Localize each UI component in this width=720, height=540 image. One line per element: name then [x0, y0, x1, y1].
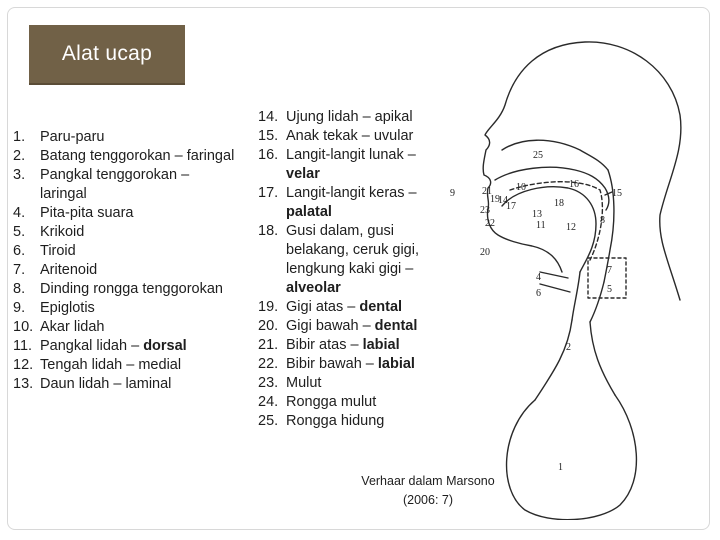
item-text-line [13, 166, 234, 185]
lungs [507, 395, 637, 520]
organ-item [13, 166, 234, 204]
item-text: belakang, ceruk gigi, [286, 242, 419, 258]
item-text-line [258, 412, 419, 431]
organ-item [258, 146, 419, 184]
item-number: 16. [258, 147, 279, 163]
diagram-label-4: 4 [536, 272, 541, 283]
item-number: 22. [258, 356, 279, 372]
item-text: Pangkal tenggorokan – [40, 167, 190, 183]
item-text: Langit-langit keras – [286, 185, 417, 201]
organ-item [258, 336, 419, 355]
organ-item [13, 147, 234, 166]
item-text-line [13, 242, 234, 261]
item-term: alveolar [286, 280, 341, 296]
organ-item [258, 298, 419, 317]
item-text-line [258, 127, 419, 146]
item-text: Pita-pita suara [40, 205, 134, 221]
item-text: Aritenoid [40, 262, 98, 278]
item-number: 18. [258, 223, 279, 239]
organ-item [258, 108, 419, 127]
item-number: 15. [258, 128, 279, 144]
nasal-cavity [502, 140, 608, 170]
item-number: 9. [13, 300, 26, 316]
organ-item [13, 280, 234, 299]
speech-organs-diagram [440, 10, 710, 520]
item-text: Gigi bawah – [286, 318, 375, 334]
diagram-label-25: 25 [533, 150, 543, 161]
item-text: Akar lidah [40, 319, 105, 335]
diagram-label-6: 6 [536, 288, 541, 299]
diagram-label-7: 7 [607, 265, 612, 276]
item-text: Gusi dalam, gusi [286, 223, 394, 239]
item-text: Epiglotis [40, 300, 95, 316]
item-text-line [258, 336, 419, 355]
diagram-label-23: 23 [480, 205, 490, 216]
item-text-line [13, 356, 234, 375]
item-number: 23. [258, 375, 279, 391]
diagram-label-21: 21 [482, 186, 492, 197]
diagram-label-14: 14 [498, 195, 508, 206]
head-outline [483, 42, 681, 300]
item-number: 17. [258, 185, 279, 201]
item-number: 1. [13, 129, 26, 145]
diagram-label-11: 11 [536, 220, 546, 231]
item-text-line [258, 393, 419, 412]
item-text-line [258, 260, 419, 279]
diagram-label-2: 2 [566, 342, 571, 353]
item-number: 12. [13, 357, 34, 373]
diagram-label-22: 22 [485, 218, 495, 229]
item-number: 13. [13, 376, 34, 392]
item-text-line [13, 337, 234, 356]
item-text-line [13, 147, 234, 166]
diagram-label-19: 19 [490, 194, 500, 205]
item-text-line [13, 375, 234, 394]
item-text: Gigi atas – [286, 299, 360, 315]
item-text-line [13, 223, 234, 242]
diagram-label-10: 10 [516, 182, 526, 193]
item-term: dental [374, 318, 418, 334]
organ-item [258, 222, 419, 298]
item-text: Daun lidah – laminal [40, 376, 172, 392]
item-text-line [13, 299, 234, 318]
item-text: Rongga hidung [286, 413, 385, 429]
item-number: 4. [13, 205, 26, 221]
item-term: palatal [286, 204, 332, 220]
item-text-line [258, 165, 419, 184]
organ-list-right [258, 108, 419, 431]
organ-item [258, 374, 419, 393]
item-number: 10. [13, 319, 34, 335]
item-text: Langit-langit lunak – [286, 147, 416, 163]
item-text-line [258, 222, 419, 241]
diagram-label-1: 1 [558, 462, 563, 473]
diagram-label-15: 15 [612, 188, 622, 199]
citation-line-1: Verhaar dalam Marsono [361, 474, 495, 488]
item-text: Dinding rongga tenggorokan [40, 281, 223, 297]
item-text-line [13, 280, 234, 299]
organ-item [13, 261, 234, 280]
item-text: laringal [40, 186, 87, 202]
diagram-label-18: 18 [554, 198, 564, 209]
organ-item [258, 355, 419, 374]
item-text-line [258, 241, 419, 260]
organ-item [13, 128, 234, 147]
item-number: 7. [13, 262, 26, 278]
item-text-line [258, 317, 419, 336]
item-text-line [13, 128, 234, 147]
item-number: 24. [258, 394, 279, 410]
item-number: 2. [13, 148, 26, 164]
item-term: dorsal [143, 338, 187, 354]
item-text-line [258, 184, 419, 203]
organ-item [13, 223, 234, 242]
item-text-line [258, 108, 419, 127]
item-text-line [13, 318, 234, 337]
item-text: Tiroid [40, 243, 76, 259]
organ-item [258, 393, 419, 412]
item-text-line [13, 204, 234, 223]
organ-item [13, 375, 234, 394]
diagram-label-16: 16 [569, 179, 579, 190]
item-text: Tengah lidah – medial [40, 357, 182, 373]
diagram-label-8: 8 [600, 215, 605, 226]
trachea [535, 320, 615, 400]
item-number: 11. [13, 338, 33, 354]
item-term: dental [359, 299, 403, 315]
item-term: labial [377, 356, 415, 372]
diagram-label-9: 9 [450, 188, 455, 199]
organ-list-left [13, 128, 234, 394]
item-number: 5. [13, 224, 26, 240]
item-text: Krikoid [40, 224, 85, 240]
item-number: 19. [258, 299, 279, 315]
item-text-line [258, 374, 419, 393]
organ-item [258, 317, 419, 336]
diagram-label-5: 5 [607, 284, 612, 295]
organ-item [258, 184, 419, 222]
diagram-label-12: 12 [566, 222, 576, 233]
diagram-label-13: 13 [532, 209, 542, 220]
item-text: Batang tenggorokan – faringal [40, 148, 235, 164]
organ-item [13, 242, 234, 261]
item-text-line [258, 203, 419, 222]
diagram-label-20: 20 [480, 247, 490, 258]
item-text: Bibir bawah – [286, 356, 378, 372]
item-text-line [258, 279, 419, 298]
item-number: 20. [258, 318, 279, 334]
item-text: Rongga mulut [286, 394, 377, 410]
tongue [502, 187, 596, 272]
item-text-line [13, 185, 234, 204]
item-text-line [13, 261, 234, 280]
organ-item [13, 337, 234, 356]
item-text: Anak tekak – uvular [286, 128, 414, 144]
item-text: lengkung kaki gigi – [286, 261, 414, 277]
item-number: 6. [13, 243, 26, 259]
item-text: Mulut [286, 375, 322, 391]
organ-item [258, 127, 419, 146]
item-text: Paru-paru [40, 129, 105, 145]
citation [340, 472, 516, 510]
organ-item [13, 318, 234, 337]
diagram-label-17: 17 [506, 201, 516, 212]
item-text: Ujung lidah – apikal [286, 109, 413, 125]
organ-item [13, 356, 234, 375]
item-number: 8. [13, 281, 26, 297]
item-text-line [258, 355, 419, 374]
item-text: Bibir atas – [286, 337, 363, 353]
airflow-line [510, 182, 602, 260]
item-text-line [258, 146, 419, 165]
item-term: labial [362, 337, 400, 353]
organ-item [258, 412, 419, 431]
organ-item [13, 204, 234, 223]
citation-line-2: (2006: 7) [402, 493, 454, 507]
organ-item [13, 299, 234, 318]
item-text-line [258, 298, 419, 317]
item-term: velar [286, 166, 320, 182]
item-number: 21. [258, 337, 279, 353]
item-text: Pangkal lidah – [40, 338, 144, 354]
item-number: 25. [258, 413, 279, 429]
item-number: 14. [258, 109, 279, 125]
title-box [29, 25, 185, 85]
item-number: 3. [13, 167, 26, 183]
slide-title: Alat ucap [61, 42, 153, 65]
